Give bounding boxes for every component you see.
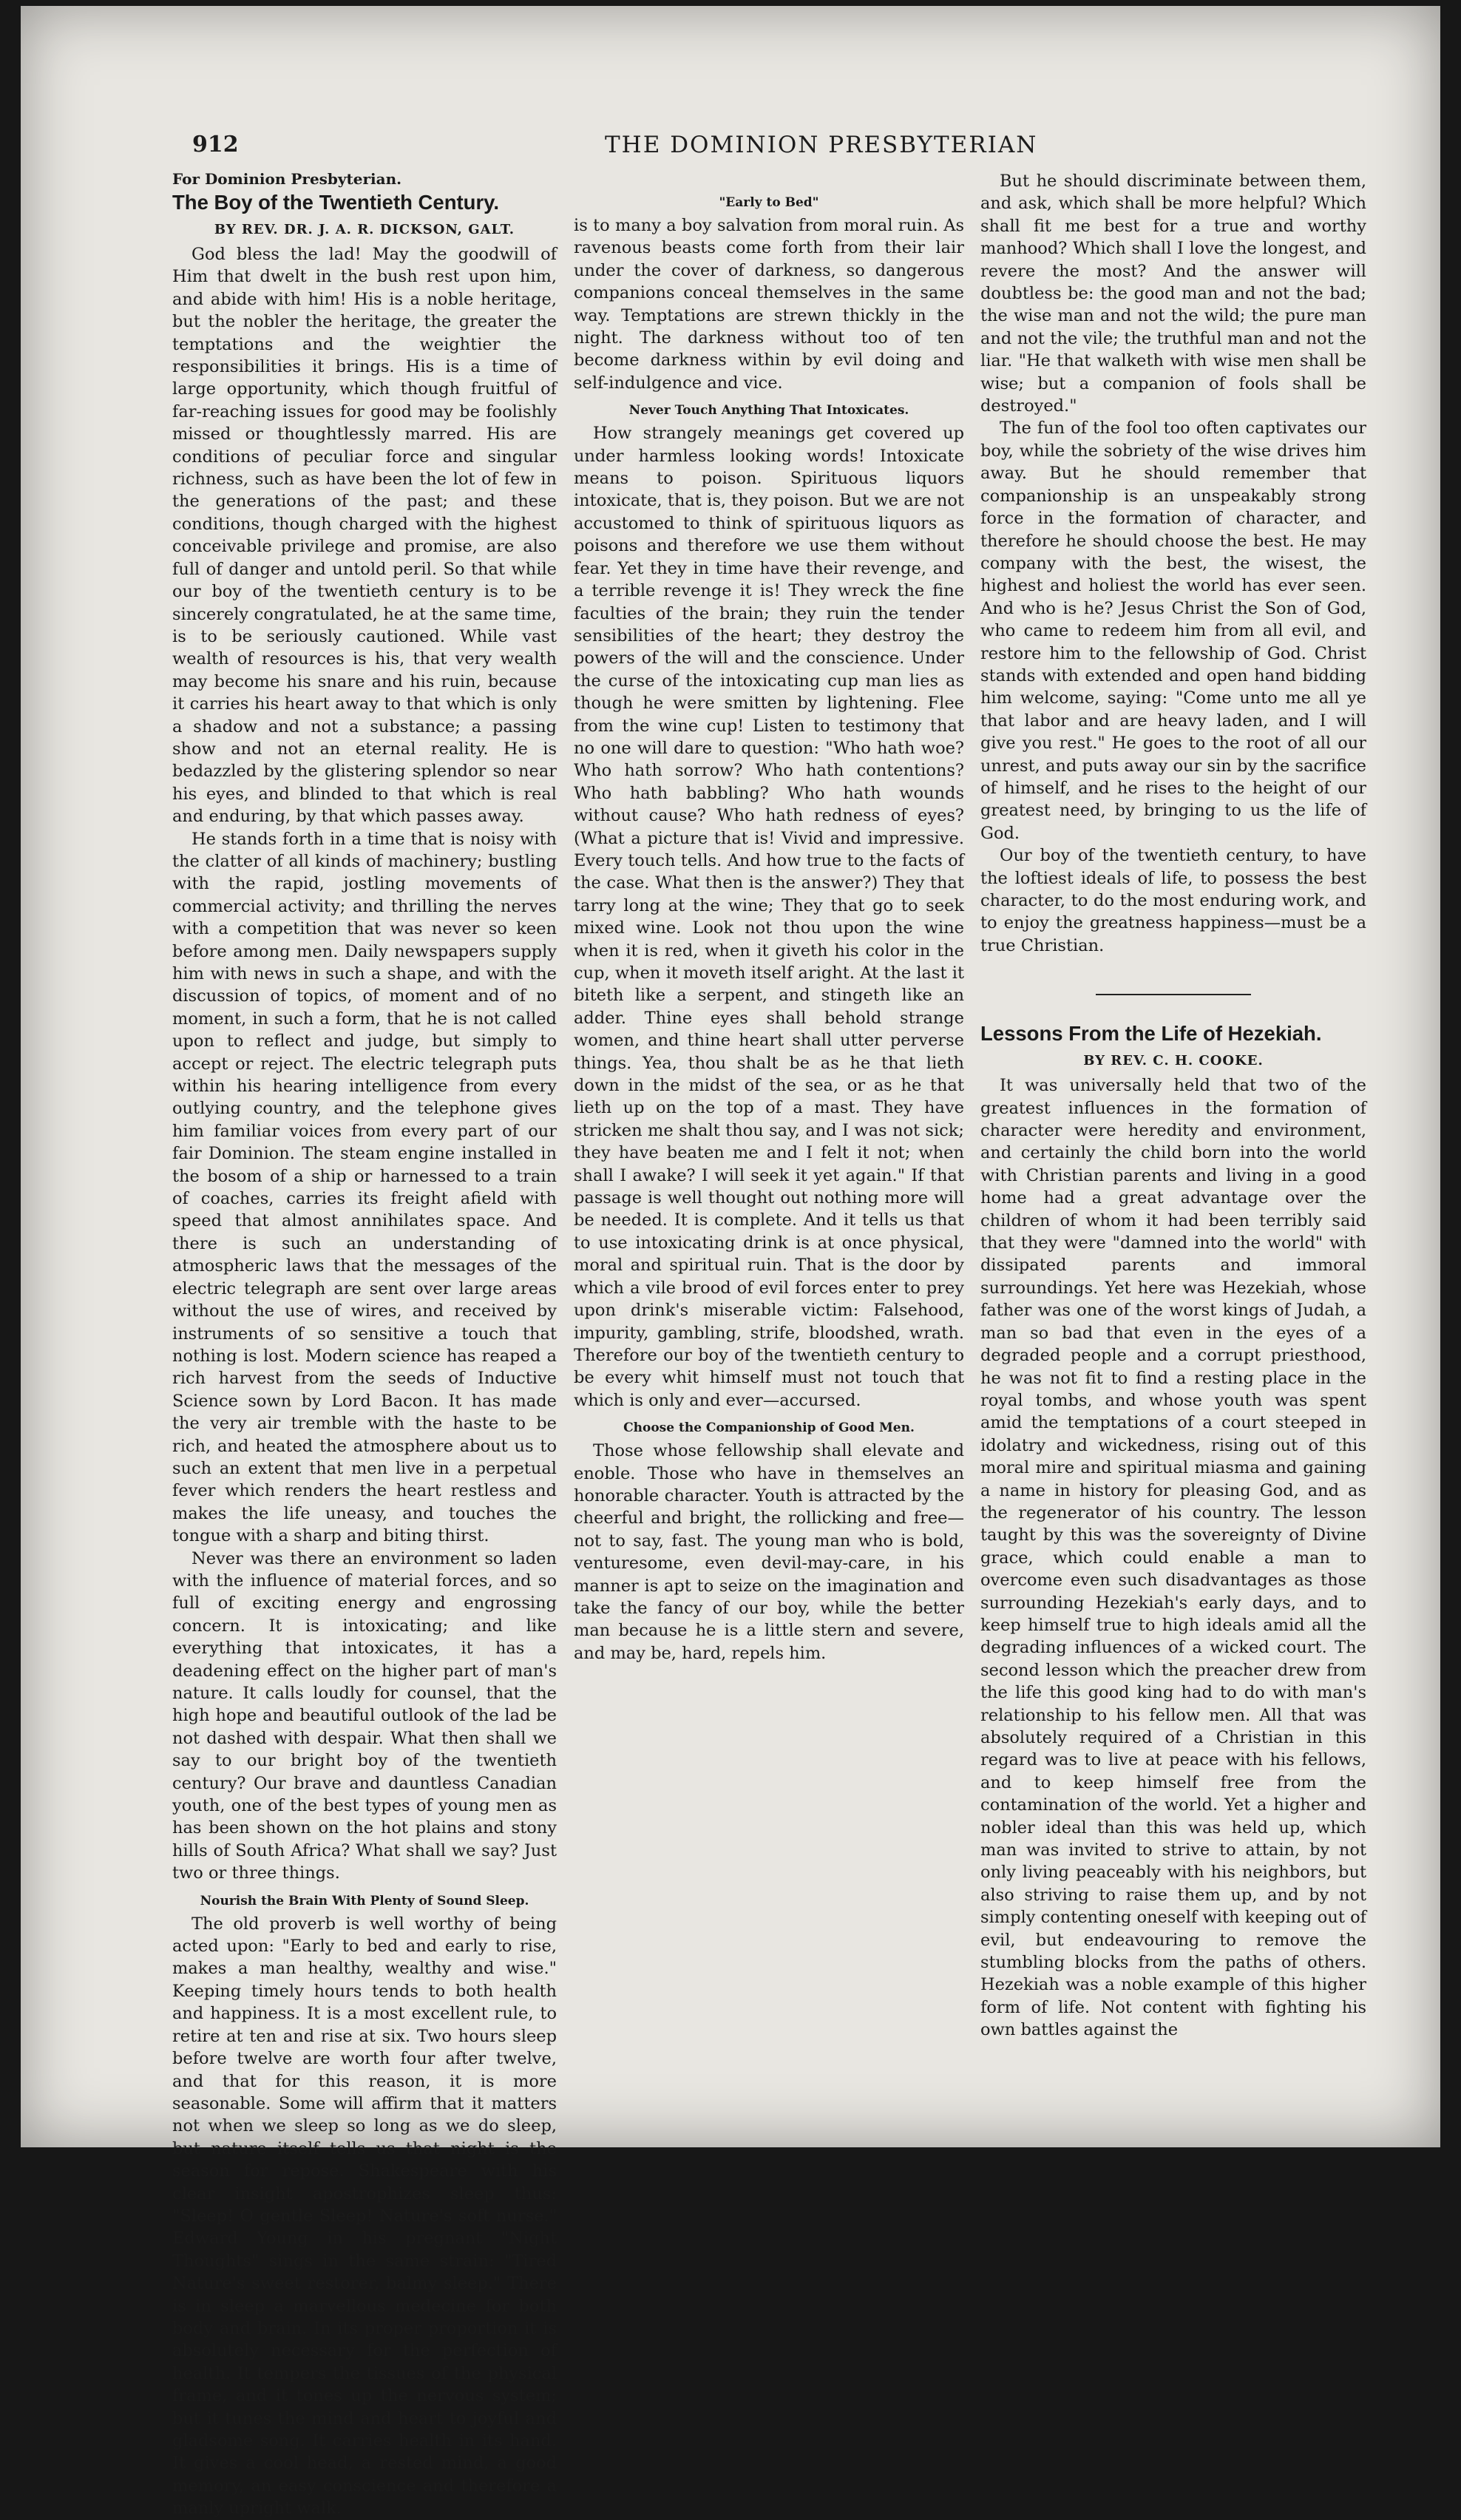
paragraph: But he should discriminate between them, and ask, which shall be more helpful? Which shall fit me best for a true and worthy manhood? Which shall I love the longest, and revere the most? And the answer will doubtless be: the good man and not the bad; the wise man and not the wild; the pure man and not the vile; the truthful man and not the liar. "He that walketh with wise men shall be wise; but a companion of fools shall be destroyed." — [980, 172, 1366, 416]
subheading-intoxicates: Never Touch Anything That Intoxicates. — [628, 403, 909, 419]
article-byline-hezekiah: BY REV. C. H. COOKE. — [1083, 1053, 1264, 1069]
column-1 — [172, 170, 557, 2519]
paragraph-sleep: The old proverb is well worthy of being acted upon: "Early to bed and early to rise, makes a man healthy, wealthy and wise." Keeping timely hours tends to both health and happiness. It is a most excellent rule, to retire at ten and rise at six. Two hours sleep before twelve are worth four after twelve, and that for this reason, it is more seasonable. Some will affirm that it matters not when we sleep so long as we do sleep, but nature itself tells us that night is the season for repose. Shakespeare with his clear insight apostrophizes sleep thus: "Sleep! O gentle Sleep! Nature's soft nurse." Edward Young in his pregnant "Night Thoughts" sings in the same strain: "Tired Nature's sweet restorer, balmy sleep." There is in sleep a marvellous medecine for both body and brain. In its proper proportion it is absolutely necessary for the perfection of health. It tempers the tissues of the physical frame, and it tones up the nervous system; but it tunes the mind and heart to joyful and gladsome song. It carries health in its hand. It gives a cool head, a rested mind, a good memory, an easy conscience and therefore a manly upright walk. — [172, 1914, 557, 2519]
paragraph: Our boy of the twentieth century, to have the loftiest ideals of life, to possess the best character, to do the most enduring work, and to enjoy the greatness happiness—must be a true Christian. — [980, 846, 1366, 955]
paragraph-intoxicates: How strangely meanings get covered up under harmless looking words! Intoxicate means to poison. Spirituous liquors intoxicate, that is, they poison. But we are not accustomed to think of spirituous liquors as poisons and therefore we use them without fear. Yet they in time have their revenge, and a terrible revenge it is! They wreck the fine faculties of the brain; they ruin the tender sensibilities of the heart; they destroy the powers of the will and the conscience. Under the curse of the intoxicating cup man lies as though he were smitten by lightening. Flee from the wine cup! Listen to testimony that no one will dare to question: "Who hath woe? Who hath sorrow? Who hath contentions? Who hath babbling? Who hath wounds without cause? Who hath redness of eyes? (What a picture that is! Vivid and impressive. Every touch tells. And how true to the facts of the case. What then is the answer?) They that tarry long at the wine; They that go to seek mixed wine. Look not thou upon the wine when it is red, when it giveth his color in the cup, when it moveth itself aright. At the last it biteth like a serpent, and stingeth like an adder. Thine eyes shall behold strange women, and thine heart shall utter perverse things. Yea, thou shalt be as he that lieth down in the midst of the sea, or as he that lieth up on the top of a mast. They have stricken me shalt thou say, and I was not sick; they have beaten me and I felt it not; when shall I awake? I will seek it yet again." If that passage is well thought out nothing more will be needed. It is complete. And it tells us that to use intoxicating drink is at once physical, moral and spiritual ruin. That is the door by which a vile brood of evil forces enter to prey upon drink's miserable victim: Falsehood, impurity, gambling, strife, bloodshed, wrath. Therefore our boy of the twentieth century to be every whit himself must not touch that which is only and ever—accursed. — [574, 424, 964, 1410]
column-2 — [574, 170, 964, 2130]
paragraph: God bless the lad! May the goodwill of Him that dwelt in the bush rest upon him, and abide with him! His is a noble heritage, but the nobler the heritage, the greater the temptations and the weightier the responsibilities it brings. His is a time of large opportunity, which though fruitful of far-reaching issues for good may be foolishly missed or thoughtlessly marred. His are conditions of peculiar force and singular richness, such as have been the lot of few in the generations of the past; and these conditions, though charged with the highest conceivable privilege and promise, are also full of danger and untold peril. So that while our boy of the twentieth century is to be sincerely congratulated, he at the same time, is to be seriously cautioned. While vast wealth of resources is his, that very wealth may become his snare and his ruin, because it carries his heart away to that which is only a shadow and not a substance; a passing show and not an eternal reality. He is bedazzled by the glistering splendor so near his eyes, and blinded to that which is real and enduring, by that which passes away. — [172, 245, 557, 827]
paragraph: He stands forth in a time that is noisy with the clatter of all kinds of machinery; bustling with the rapid, jostling movements of commercial activity; and thrilling the nerves with a competition that was never so keen before among men. Daily newspapers supply him with news in such a shape, and with the discussion of topics, of moment and of no moment, in such a form, that he is not called upon to reflect and judge, but simply to accept or reject. The electric telegraph puts within his hearing intelligence from every outlying country, and the telephone gives him familiar voices from every part of our fair Dominion. The steam engine installed in the bosom of a ship or harnessed to a train of coaches, carries its freight afield with speed that almost annihilates space. And there is such an understanding of atmospheric laws that the messages of the electric telegraph are sent over large areas without the use of wires, and received by instruments of so sensitive a touch that nothing is lost. Modern science has reaped a rich harvest from the seeds of Inductive Science sown by Lord Bacon. It has made the very air tremble with the haste to be rich, and heated the atmosphere about us to such an extent that men live in a perpetual fever which renders the heart restless and makes the life uneasy, and touches the tongue with a sharp and biting thirst. — [172, 829, 557, 1546]
article-byline: BY REV. DR. J. A. R. DICKSON, GALT. — [214, 222, 515, 237]
subheading-sleep: Nourish the Brain With Plenty of Sound Sleep. — [200, 1893, 529, 1908]
subheading-early-to-bed: "Early to Bed" — [719, 195, 819, 210]
paragraph-hezekiah: It was universally held that two of the greatest influences in the formation of character were heredity and environment, and certainly the child born into the world with Christian parents and living in a good home had a great advantage over the children of whom it had been terribly said that they were "damned into the world" with dissipated parents and immoral surroundings. Yet here was Hezekiah, whose father was one of the worst kings of Judah, a man so bad that even in the eyes of a degraded people and a corrupt priesthood, he was not fit to find a resting place in the royal tombs, and whose youth was spent amid the temptations of a court steeped in idolatry and wickedness, rising out of this moral mire and spiritual miasma and gaining a name in history for pleasing God, and as the regenerator of his country. The lesson taught by this was the sovereignty of Divine grace, which could enable a man to overcome even such disadvantages as those surrounding Hezekiah's early days, and to keep himself true to high ideals amid all the degrading influences of a wicked court. The second lesson which the preacher drew from the life this good king had to do with man's relationship to his fellow men. All that was absolutely required of a Christian in this regard was to live at peace with his fellows, and to keep himself free from the contamination of the world. Yet a higher and nobler ideal than this was held up, which man was invited to strive to attain, by not only living peaceably with his neighbors, but also striving to raise them up, and by not simply contenting oneself with keeping out of evil, but endeavouring to remove the stumbling blocks from the paths of others. Hezekiah was a noble example of this higher form of life. Not content with fighting his own battles against the — [980, 1076, 1366, 2040]
subheading-companionship: Choose the Companionship of Good Men. — [623, 1420, 915, 1436]
article-title: The Boy of the Twentieth Century. — [172, 191, 500, 214]
page-number: 912 — [192, 132, 239, 158]
article-title-hezekiah: Lessons From the Life of Hezekiah. — [980, 1022, 1322, 1046]
paragraph-early-to-bed: is to many a boy salvation from moral ruin. As ravenous beasts come forth from their lair under the cover of darkness, so dangerous companions conceal themselves in the same way. Temptations are strewn thickly in the night. The darkness without too of ten become darkness within by evil doing and self-indulgence and vice. — [574, 216, 964, 393]
section-divider — [1096, 994, 1251, 995]
article-kicker: For Dominion Presbyterian. — [172, 170, 402, 188]
paragraph: Never was there an environment so laden with the influence of material forces, and so full of exciting energy and engrossing concern. It is intoxicating; and like everything that intoxicates, it has a deadening effect on the higher part of man's nature. It calls loudly for counsel, that the high hope and beautiful outlook of the lad be not dashed with despair. What then shall we say to our bright boy of the twentieth century? Our brave and dauntless Canadian youth, one of the best types of young men as has been shown on the hot plains and stony hills of South Africa? What shall we say? Just two or three things. — [172, 1548, 557, 1883]
newspaper-page — [21, 6, 1440, 2519]
paragraph-companionship: Those whose fellowship shall elevate and enoble. Those who have in themselves an honorable character. Youth is attracted by the cheerful and bright, the rollicking and free—not to say, fast. The young man who is bold, venturesome, even devil-may-care, in his manner is apt to seize on the imagination and take the fancy of our boy, while the better man because he is a little stern and severe, and may be, hard, repels him. — [574, 1441, 964, 1663]
running-head: THE DOMINION PRESBYTERIAN — [605, 132, 1038, 158]
column-3 — [980, 170, 1366, 2130]
paragraph: The fun of the fool too often captivates our boy, while the sobriety of the wise drives him away. But he should remember that companionship is an unspeakably strong force in the formation of character, and therefore he should choose the best. He may company with the best, the wisest, the highest and holiest the world has ever seen. And who is he? Jesus Christ the Son of God, who came to redeem him from all evil, and restore him to the fellowship of God. Christ stands with extended and open hand bidding him welcome, saying: "Come unto me all ye that labor and are heavy laden, and I will give you rest." He goes to the root of all our unrest, and puts away our sin by the sacrifice of himself, and he rises to the height of our greatest need, by bringing to us the life of God. — [980, 419, 1366, 843]
